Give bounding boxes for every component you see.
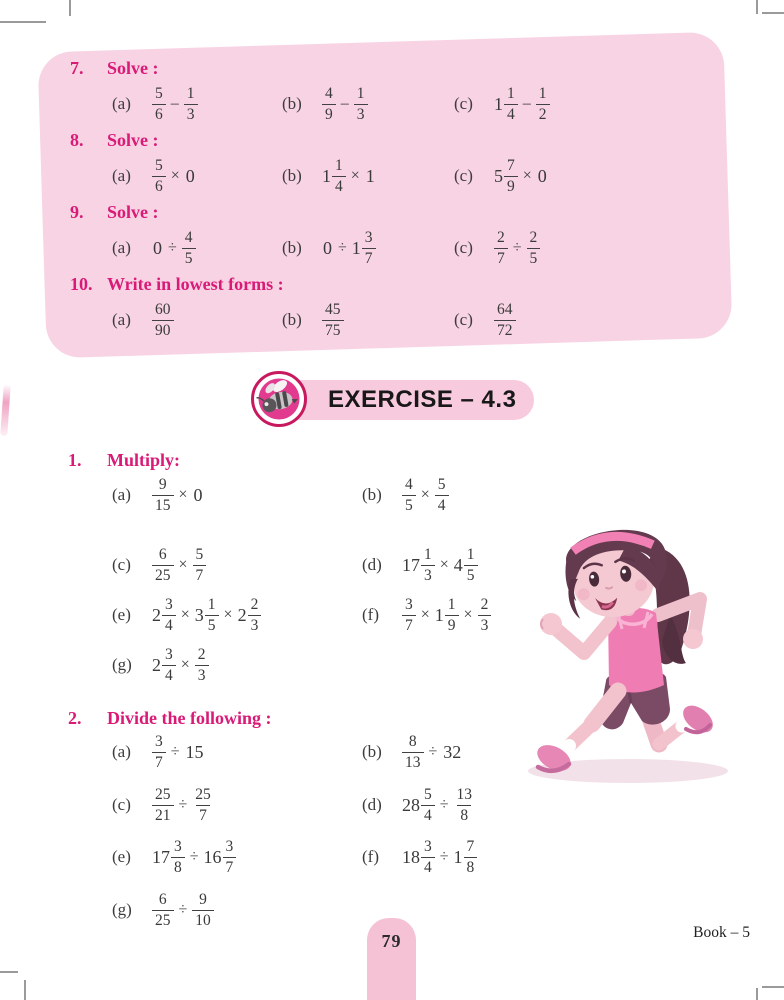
exercise-title: EXERCISE – 4.3 [328,386,517,413]
exercise-item [112,892,362,929]
exercise-item [112,787,362,824]
page-number-tab [367,918,416,1000]
item-label: (f) [362,847,379,866]
section-items-row [112,470,730,520]
exercise-item [282,158,454,195]
math-expression: 0 ÷ 1 $\frac{3}{7}$ [322,230,376,267]
section-multiply [42,448,730,690]
crop-mark [0,21,46,23]
section-items-row [112,780,730,830]
exercise-item [362,547,478,584]
item-label: (b) [282,94,302,113]
problem-header [70,200,728,224]
item-label: (c) [112,555,131,574]
exercise-item [112,839,362,876]
problem-items-row [112,152,728,200]
problem-title: Solve : [107,201,159,222]
problem-header [70,272,728,296]
section-items-row [112,540,730,590]
math-expression: 1 $\frac{1}{4}$ × 1 [322,156,375,195]
book-label: Book – 5 [693,924,750,941]
item-label: (c) [454,94,473,113]
math-expression: $\frac{6}{25}$ ÷ $\frac{9}{10}$ [152,892,214,929]
item-label: (c) [112,795,131,814]
problem-number: 7. [70,57,84,78]
math-expression: $\frac{5}{6}$ × 0 [152,158,196,195]
section-title: Multiply: [107,449,181,470]
exercise-item [112,477,362,514]
problem-number: 10. [70,273,93,294]
math-expression: 18 $\frac{3}{4}$ ÷ 1 $\frac{7}{8}$ [402,839,477,876]
item-label: (d) [362,555,382,574]
exercise-item [362,839,477,876]
crop-mark [69,0,71,16]
problem-title: Solve : [107,57,159,78]
item-label: (a) [112,485,131,504]
exercise-header [250,370,517,428]
math-expression: $\frac{9}{15}$ × 0 [152,477,204,514]
section-items-row [112,640,730,690]
problem-number: 9. [70,201,84,222]
math-expression: $\frac{45}{75}$ [322,302,344,339]
exercise-item [362,597,491,634]
exercise-item [112,547,362,584]
exercise-item [112,86,282,123]
math-expression: 1 $\frac{1}{4}$ – $\frac{1}{2}$ [494,86,550,123]
item-label: (c) [454,166,473,185]
item-label: (f) [362,605,379,624]
exercise-item [454,230,540,267]
page-number: 79 [381,931,402,951]
math-expression: 17 $\frac{1}{3}$ × 4 $\frac{1}{5}$ [402,547,478,584]
math-expression: $\frac{4}{5}$ × $\frac{5}{4}$ [402,477,449,514]
section-items-row [112,885,730,935]
math-expression: 2 $\frac{3}{4}$ × $\frac{2}{3}$ [152,647,209,684]
section-items-row [112,727,730,777]
math-expression: 5 $\frac{7}{9}$ × 0 [494,156,547,195]
exercise-item [112,230,282,267]
exercise-item [112,647,362,684]
math-expression: 0 ÷ $\frac{4}{5}$ [152,230,196,267]
exercise-item [112,734,362,771]
crop-mark [762,986,784,988]
item-label: (d) [362,795,382,814]
problem-items-row [112,80,728,128]
crop-mark [24,980,26,1000]
crop-mark [756,0,758,14]
item-label: (b) [282,310,302,329]
item-label: (a) [112,94,131,113]
exercise-item [454,302,516,339]
exercise-item [282,230,454,267]
item-label: (a) [112,166,131,185]
item-label: (g) [112,655,132,674]
item-label: (b) [362,742,382,761]
item-label: (a) [112,742,131,761]
math-expression: $\frac{3}{7}$ ÷ 15 [152,734,205,771]
math-expression: $\frac{4}{9}$ – $\frac{1}{3}$ [322,86,368,123]
exercise-item [454,86,550,123]
math-expression: 2 $\frac{3}{4}$ × 3 $\frac{1}{5}$ × 2 $\frac{2}{3}$ [152,597,261,634]
item-label: (b) [282,166,302,185]
math-expression: $\frac{6}{25}$ × $\frac{5}{7}$ [152,547,206,584]
problem-header [70,128,728,152]
exercise-item [282,302,454,339]
section-title: Divide the following : [107,707,272,728]
exercise-item [362,477,449,514]
exercise-item [112,597,362,634]
problem-number: 8. [70,129,84,150]
exercise-pill [278,380,534,420]
pink-brush-mark [0,384,11,436]
math-expression: $\frac{8}{13}$ ÷ 32 [402,734,462,771]
section-number: 2. [68,707,82,728]
bee-icon [250,370,308,428]
problem-header [70,56,728,80]
section-items-row [112,590,730,640]
section-header [68,448,730,472]
crop-mark [0,971,18,973]
math-expression: $\frac{25}{21}$ ÷ $\frac{25}{7}$ [152,787,214,824]
crop-mark [762,12,784,14]
item-label: (b) [282,238,302,257]
exercise-item [362,787,475,824]
item-label: (c) [454,310,473,329]
math-expression: $\frac{60}{90}$ [152,302,174,339]
section-items-row [112,832,730,882]
math-expression: $\frac{3}{7}$ × 1 $\frac{1}{9}$ × $\frac{2}{3}$ [402,597,491,634]
exercise-item [282,86,454,123]
exercise-item [112,158,282,195]
item-label: (c) [454,238,473,257]
math-expression: $\frac{64}{72}$ [494,302,516,339]
math-expression: 17 $\frac{3}{8}$ ÷ 16 $\frac{3}{7}$ [152,839,236,876]
exercise-item [454,158,548,195]
item-label: (b) [362,485,382,504]
problem-items-row [112,296,728,344]
exercise-item [362,734,462,771]
item-label: (e) [112,847,131,866]
section-divide [42,706,730,935]
problem-items-row [112,224,728,272]
item-label: (a) [112,238,131,257]
item-label: (a) [112,310,131,329]
math-expression: $\frac{5}{6}$ – $\frac{1}{3}$ [152,86,198,123]
main-exercises [42,448,730,935]
math-expression: $\frac{2}{7}$ ÷ $\frac{2}{5}$ [494,230,540,267]
math-expression: 28 $\frac{5}{4}$ ÷ $\frac{13}{8}$ [402,785,473,824]
problems-box [42,42,728,344]
item-label: (e) [112,605,131,624]
exercise-item [112,302,282,339]
problem-title: Solve : [107,129,159,150]
problem-title: Write in lowest forms : [107,273,284,294]
section-number: 1. [68,449,82,470]
item-label: (g) [112,900,132,919]
crop-mark [756,988,758,1000]
